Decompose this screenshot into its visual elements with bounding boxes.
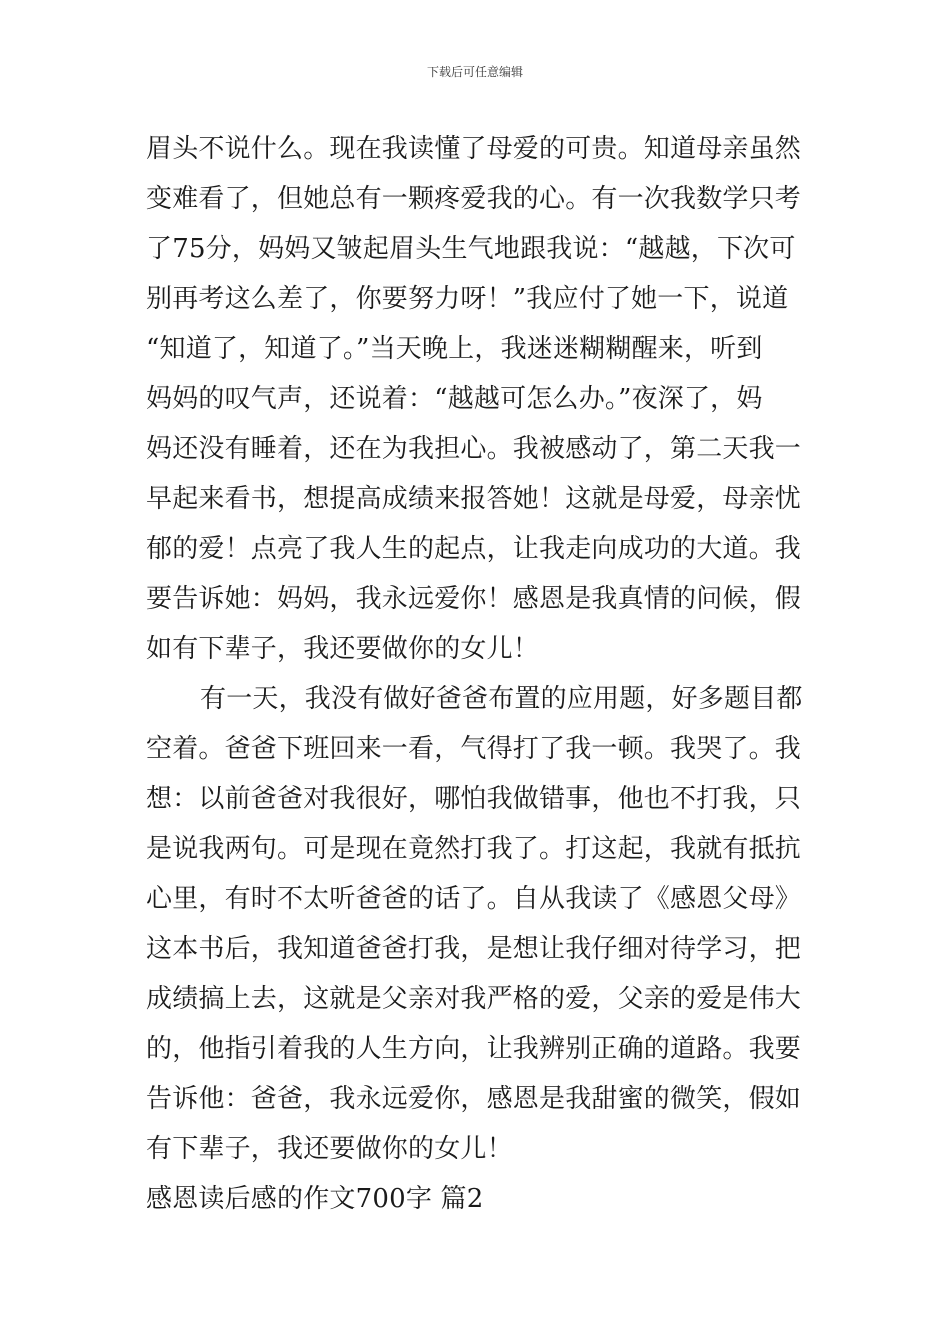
text-line: 妈妈的叹气声，还说着：“越越可怎么办。”夜深了，妈: [146, 384, 763, 414]
text-line-first-indented: 有一天，我没有做好爸爸布置的应用题，好多题目都: [200, 684, 803, 714]
text-line: 别再考这么差了，你要努力呀！”我应付了她一下，说道: [146, 284, 789, 314]
text-line: 空着。爸爸下班回来一看，气得打了我一顿。我哭了。我: [146, 734, 802, 764]
text-line: 想：以前爸爸对我很好，哪怕我做错事，他也不打我，只: [146, 784, 802, 814]
text-line: 早起来看书，想提高成绩来报答她！这就是母爱，母亲忧: [146, 484, 802, 514]
text-line: “知道了，知道了。”当天晚上，我迷迷糊糊醒来，听到: [146, 334, 763, 364]
text-line: 如有下辈子，我还要做你的女儿！: [146, 634, 540, 664]
paragraph-1: [146, 124, 811, 674]
page-header-note: 下载后可任意编辑: [426, 65, 523, 79]
text-line: 这本书后，我知道爸爸打我，是想让我仔细对待学习，把: [146, 934, 802, 964]
text-line: 告诉他：爸爸，我永远爱你，感恩是我甜蜜的微笑，假如: [146, 1084, 802, 1114]
section-heading: 感恩读后感的作文700字 篇2: [146, 1184, 484, 1214]
text-line: 变难看了，但她总有一颗疼爱我的心。有一次我数学只考: [146, 184, 802, 214]
text-line: 有下辈子，我还要做你的女儿！: [146, 1134, 513, 1164]
text-line: 要告诉她：妈妈，我永远爱你！感恩是我真情的问候，假: [146, 584, 802, 614]
text-line: 心里，有时不太听爸爸的话了。自从我读了《感恩父母》: [146, 884, 802, 914]
text-line: 妈还没有睡着，还在为我担心。我被感动了，第二天我一: [146, 434, 802, 464]
paragraph-2: [146, 674, 811, 1174]
text-line: 了75分，妈妈又皱起眉头生气地跟我说：“越越，下次可: [146, 234, 796, 264]
text-line: 的，他指引着我的人生方向，让我辨别正确的道路。我要: [146, 1034, 802, 1064]
text-line: 郁的爱！点亮了我人生的起点，让我走向成功的大道。我: [146, 534, 802, 564]
text-line: 是说我两句。可是现在竟然打我了。打这起，我就有抵抗: [146, 834, 802, 864]
text-line: 眉头不说什么。现在我读懂了母爱的可贵。知道母亲虽然: [146, 134, 802, 164]
text-line: 成绩搞上去，这就是父亲对我严格的爱，父亲的爱是伟大: [146, 984, 802, 1014]
document-body: [146, 124, 811, 1224]
